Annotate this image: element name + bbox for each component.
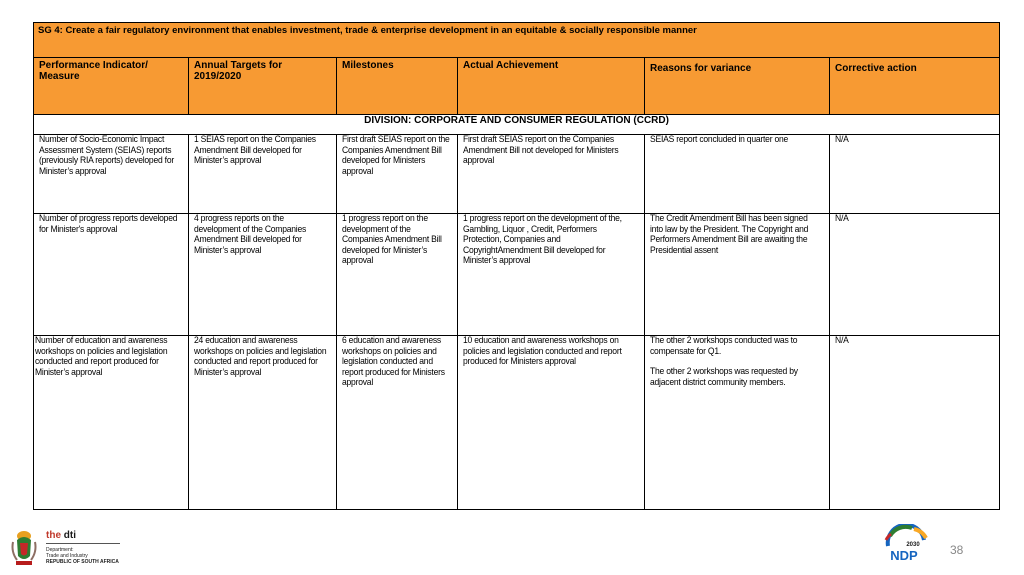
dti-logo-text: the dti xyxy=(46,530,76,541)
cell-corrective: N/A xyxy=(830,135,1000,214)
table-row xyxy=(34,135,1000,214)
cell-target: 4 progress reports on the development of the Companies Amendment Bill developed for Minister’s approval xyxy=(189,214,337,336)
header-indicator: Performance Indicator/ Measure xyxy=(34,58,189,115)
coat-of-arms-icon xyxy=(8,528,40,568)
cell-achievement: 1 progress report on the development of the, Gambling, Liquor , Credit, Performers Protection, Companies and CopyrightAmendment Bill developed for Minister’s approval xyxy=(458,214,645,336)
cell-corrective: N/A xyxy=(830,336,1000,510)
cell-target: 24 education and awareness workshops on policies and legislation conducted and report produced for Minister’s approval xyxy=(189,336,337,510)
ndp-year: 2030 xyxy=(906,542,920,548)
header-targets: Annual Targets for 2019/2020 xyxy=(189,58,337,115)
ndp-2030-logo-icon xyxy=(882,524,930,564)
cell-corrective: N/A xyxy=(830,214,1000,336)
cell-target: 1 SEIAS report on the Companies Amendment Bill developed for Minister’s approval xyxy=(189,135,337,214)
cell-reason: The other 2 workshops conducted was to compensate for Q1. The other 2 workshops was requested by adjacent district community members. xyxy=(645,336,830,510)
cell-milestone: 6 education and awareness workshops on policies and legislation conducted and report produced for Ministers approval xyxy=(337,336,458,510)
performance-table xyxy=(33,22,1000,510)
header-achievement: Actual Achievement xyxy=(458,58,645,115)
table-row xyxy=(34,336,1000,510)
cell-milestone: First draft SEIAS report on the Companies Amendment Bill developed for Ministers approval xyxy=(337,135,458,214)
cell-indicator: Number of education and awareness workshops on policies and legislation conducted and report produced for Minister’s approval xyxy=(34,336,189,510)
header-corrective: Corrective action xyxy=(830,58,1000,115)
division-title: DIVISION: CORPORATE AND CONSUMER REGULATION (CCRD) xyxy=(34,115,1000,135)
header-milestones: Milestones xyxy=(337,58,458,115)
cell-reason: SEIAS report concluded in quarter one xyxy=(645,135,830,214)
cell-indicator: Number of progress reports developed for Minister's approval xyxy=(34,214,189,336)
cell-indicator: Number of Socio-Economic Impact Assessment System (SEIAS) reports (previously RIA reports) developed for Minister’s approval xyxy=(34,135,189,214)
page-number: 38 xyxy=(950,543,964,557)
cell-achievement: First draft SEIAS report on the Companies Amendment Bill not developed for Ministers approval xyxy=(458,135,645,214)
dti-divider xyxy=(46,543,120,544)
header-reasons: Reasons for variance xyxy=(645,58,830,115)
cell-reason: The Credit Amendment Bill has been signed into law by the President. The Copyright and Performers Amendment Bill are awaiting the Presidential assent xyxy=(645,214,830,336)
cell-milestone: 1 progress report on the development of the Companies Amendment Bill developed for Minister’s approval xyxy=(337,214,458,336)
dti-department: Department: Trade and Industry REPUBLIC OF SOUTH AFRICA xyxy=(46,547,119,565)
table-row xyxy=(34,214,1000,336)
ndp-text: NDP xyxy=(890,548,918,563)
strategic-goal-title: SG 4: Create a fair regulatory environment that enables investment, trade & enterprise development in an equitable & socially responsible manner xyxy=(34,23,1000,58)
cell-achievement: 10 education and awareness workshops on policies and legislation conducted and report produced for Ministers approval xyxy=(458,336,645,510)
